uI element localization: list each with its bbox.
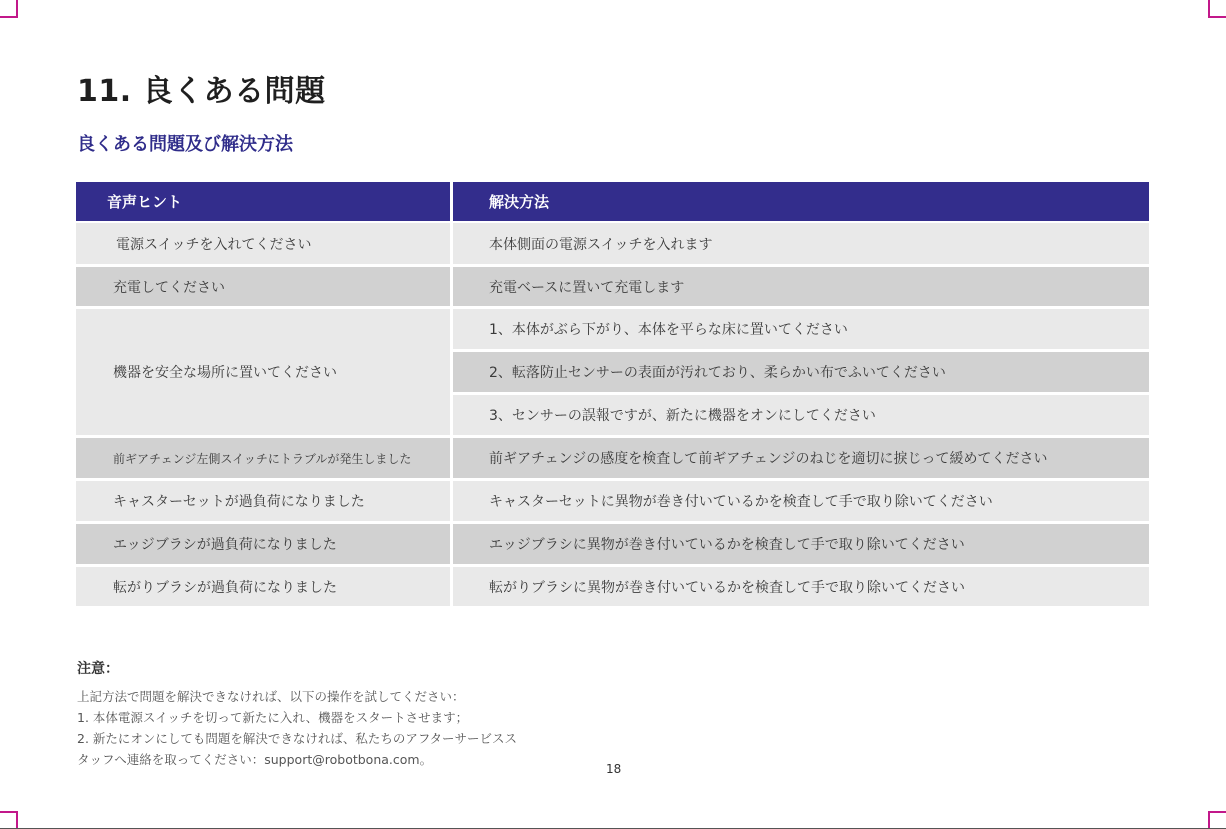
table-row: [76, 567, 1149, 606]
solution-cell: 前ギアチェンジの感度を検査して前ギアチェンジのねじを適切に捩じって緩めてください: [453, 438, 1149, 478]
notes-line: 上記方法で問題を解決できなければ、以下の操作を試してください：: [77, 689, 465, 704]
solution-cell: 1、本体がぶら下がり、本体を平らな床に置いてください: [453, 309, 1149, 349]
header-solution: 解決方法: [453, 182, 1149, 221]
solution-cell: 2、転落防止センサーの表面が汚れており、柔らかい布でふいてください: [453, 352, 1149, 392]
hint-cell: 転がりブラシが過負荷になりました: [76, 567, 450, 606]
notes-line: タッフへ連絡を取ってください：support@robotbona.com。: [77, 752, 433, 767]
solution-cell: 本体側面の電源スイッチを入れます: [453, 223, 1149, 264]
crop-mark-top-left: [0, 0, 18, 18]
header-voice-hint: 音声ヒント: [76, 182, 450, 221]
hint-cell: 電源スイッチを入れてください: [76, 223, 450, 264]
hint-cell: 充電してください: [76, 267, 450, 306]
hint-cell: 前ギアチェンジ左側スイッチにトラブルが発生しました: [76, 438, 450, 478]
notes-section: [77, 658, 517, 770]
troubleshooting-table: [76, 182, 1149, 609]
table-row: [76, 309, 1149, 435]
hint-cell: キャスターセットが過負荷になりました: [76, 481, 450, 521]
solution-cell: エッジブラシに異物が巻き付いているかを検査して手で取り除いてください: [453, 524, 1149, 564]
solution-stack: [453, 309, 1149, 435]
solution-cell: キャスターセットに異物が巻き付いているかを検査して手で取り除いてください: [453, 481, 1149, 521]
page-number: 18: [606, 762, 622, 776]
solution-cell: 充電ベースに置いて充電します: [453, 267, 1149, 306]
table-header: [76, 182, 1149, 221]
table-row: [76, 223, 1149, 264]
crop-mark-top-right: [1208, 0, 1226, 18]
solution-cell: 3、センサーの誤報ですが、新たに機器をオンにしてください: [453, 395, 1149, 435]
section-subtitle: 良くある問題及び解決方法: [77, 134, 293, 155]
hint-cell: エッジブラシが過負荷になりました: [76, 524, 450, 564]
page-title: 11. 良くある問題: [77, 74, 326, 109]
table-row: [76, 524, 1149, 564]
crop-mark-bottom-left: [0, 811, 18, 829]
notes-title: 注意：: [77, 661, 119, 677]
hint-cell: 機器を安全な場所に置いてください: [76, 309, 450, 435]
table-row: [76, 267, 1149, 306]
crop-mark-bottom-right: [1208, 811, 1226, 829]
notes-line: 2. 新たにオンにしても問題を解決できなければ、私たちのアフターサービスス: [77, 731, 518, 746]
solution-cell: 転がりブラシに異物が巻き付いているかを検査して手で取り除いてください: [453, 567, 1149, 606]
table-row: [76, 438, 1149, 478]
table-row: [76, 481, 1149, 521]
notes-line: 1. 本体電源スイッチを切って新たに入れ、機器をスタートさせます；: [77, 710, 469, 725]
